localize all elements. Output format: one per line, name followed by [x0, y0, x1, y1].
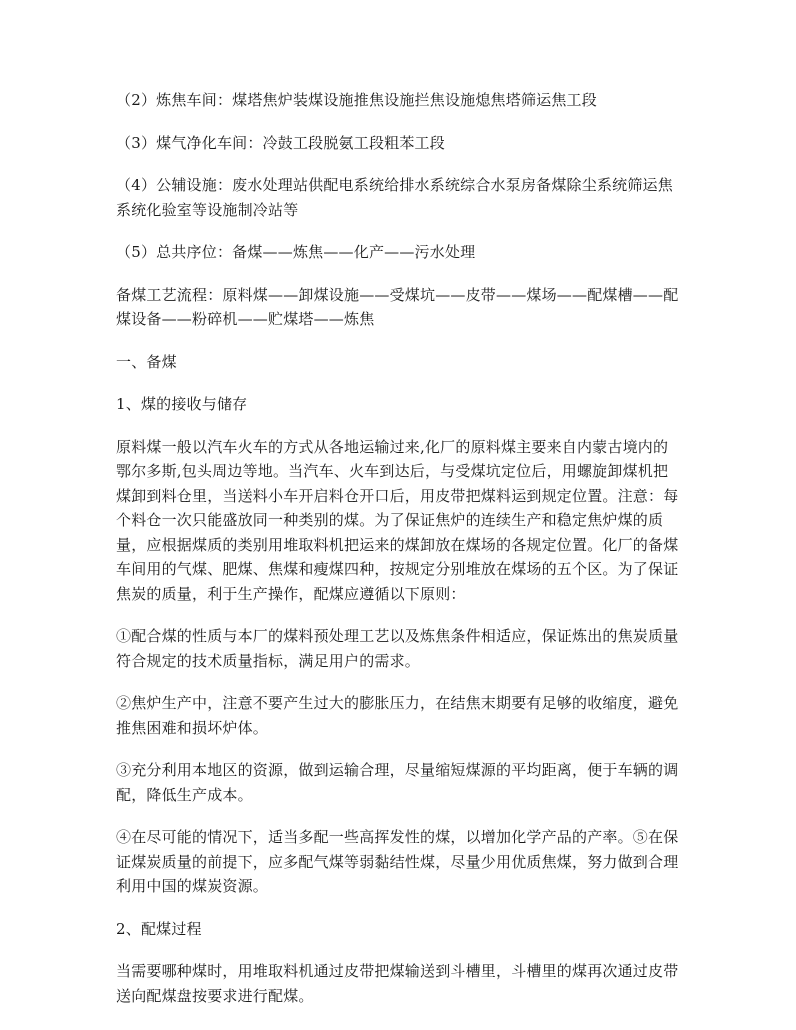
paragraph-gas-purification: （3）煤气净化车间：冷鼓工段脱氨工段粗苯工段 — [116, 133, 445, 152]
principle-item-1: ①配合煤的性质与本厂的煤料预处理工艺以及炼焦条件相适应，保证炼出的焦炭质量符合规定的技术质量指标，满足用户的需求。 — [116, 627, 679, 670]
section-heading-coal-prep: 一、备煤 — [116, 352, 177, 371]
principle-item-4-5: ④在尽可能的情况下，适当多配一些高挥发性的煤，以增加化学产品的产率。⑤在保证煤炭质量的前提下，应多配气煤等弱黏结性煤，尽量少用优质焦煤，努力做到合理利用中国的煤炭资源。 — [116, 828, 679, 895]
document-page — [116, 88, 682, 1026]
paragraph-raw-coal: 原料煤一般以汽车火车的方式从各地运输过来,化厂的原料煤主要来自内蒙古境内的鄂尔多斯,包头周边等地。当汽车、火车到达后，与受煤坑定位后，用螺旋卸煤机把煤卸到料仓里，当送料小车开启料仓开口后，用皮带把煤料运到规定位置。注意：每个料仓一次只能盛放同一种类别的煤。为了保证焦炉的连续生产和稳定焦炉煤的质量，应根据煤质的类别用堆取料机把运来的煤卸放在煤场的各规定位置。化厂的备煤车间用的气煤、肥煤、焦煤和瘦煤四种，按规定分别堆放在煤场的五个区。为了保证焦炭的质量，利于生产操作，配煤应遵循以下原则： — [116, 437, 679, 603]
paragraph-coal-prep-flow: 备煤工艺流程：原料煤——卸煤设施——受煤坑——皮带——煤场——配煤槽——配煤设备——粉碎机——贮煤塔——炼焦 — [116, 285, 679, 328]
subheading-receiving-storage: 1、煤的接收与储存 — [116, 395, 248, 413]
paragraph-auxiliary-facilities: （4）公辅设施：废水处理站供配电系统给排水系统综合水泵房备煤除尘系统筛运焦系统化验室等设施制冷站等 — [116, 176, 673, 219]
paragraph-process-order: （5）总共序位：备煤——炼焦——化产——污水处理 — [116, 243, 476, 261]
subheading-blending-process: 2、配煤过程 — [116, 919, 202, 938]
paragraph-coking-workshop: （2）炼焦车间：煤塔焦炉装煤设施推焦设施拦焦设施熄焦塔筛运焦工段 — [116, 91, 597, 109]
paragraph-blending: 当需要哪种煤时，用堆取料机通过皮带把煤输送到斗槽里，斗槽里的煤再次通过皮带送向配煤盘按要求进行配煤。 — [116, 962, 679, 1005]
principle-item-3: ③充分利用本地区的资源，做到运输合理，尽量缩短煤源的平均距离，便于车辆的调配，降低生产成本。 — [116, 761, 679, 804]
principle-item-2: ②焦炉生产中，注意不要产生过大的膨胀压力，在结焦末期要有足够的收缩度，避免推焦困难和损坏炉体。 — [116, 694, 679, 737]
